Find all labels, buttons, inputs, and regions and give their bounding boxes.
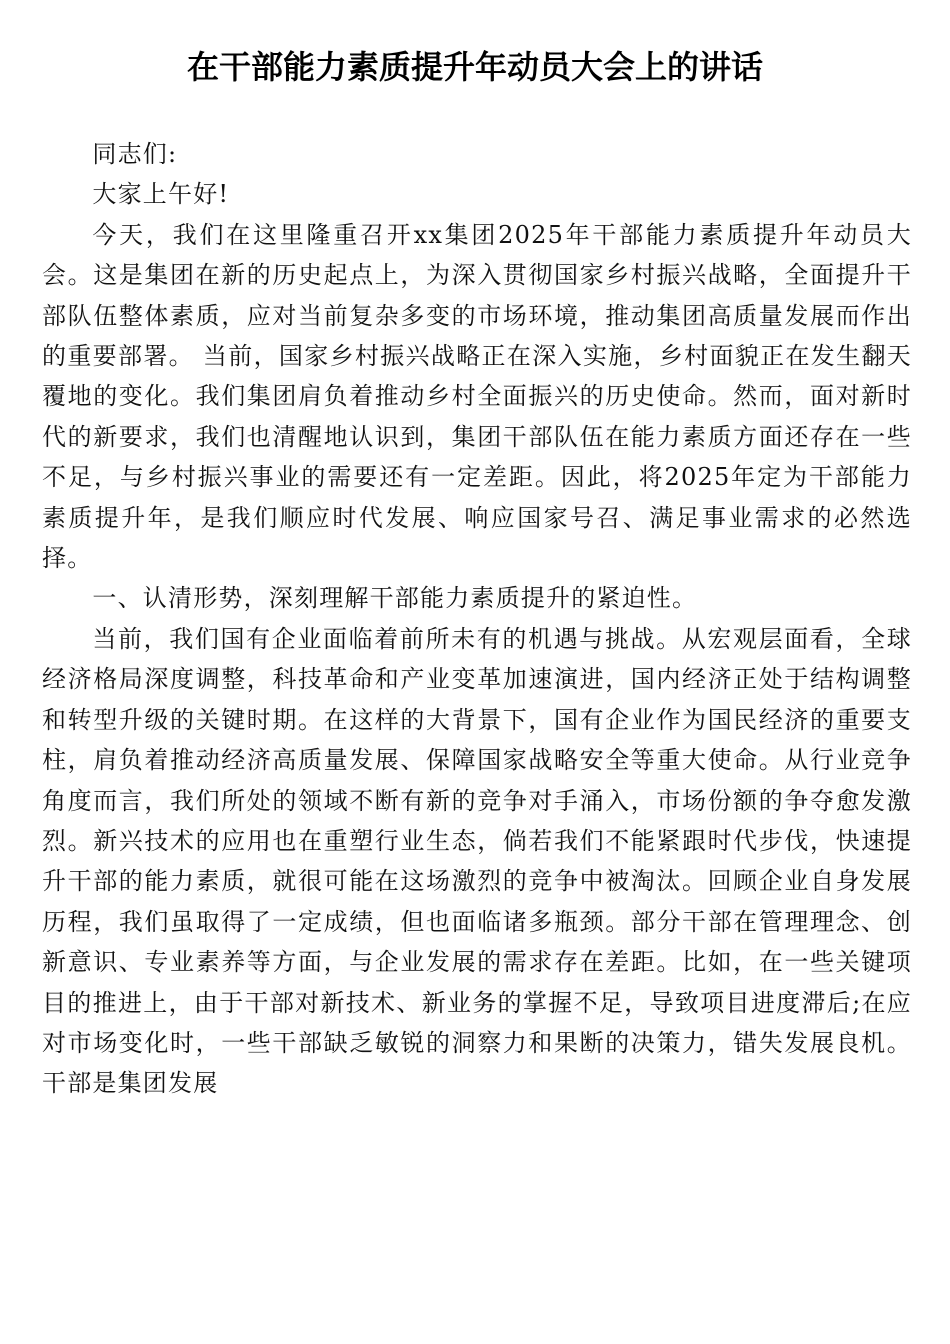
paragraph-opening: 今天，我们在这里隆重召开xx集团2025年干部能力素质提升年动员大会。这是集团在新的历史起点上，为深入贯彻国家乡村振兴战略，全面提升干部队伍整体素质，应对当前复杂多变的市场环境，推动集团高质量发展而作出的重要部署。 当前，国家乡村振兴战略正在深入实施，乡村面貌正在发生翻天覆地的变化。我们集团肩负着推动乡村全面振兴的历史使命。然而，面对新时代的新要求，我们也清醒地认识到，集团干部队伍在能力素质方面还存在一些不足，与乡村振兴事业的需要还有一定差距。因此，将2025年定为干部能力素质提升年，是我们顺应时代发展、响应国家号召、满足事业需求的必然选择。 [42,220,912,573]
paragraph-situation: 当前，我们国有企业面临着前所未有的机遇与挑战。从宏观层面看，全球经济格局深度调整，科技革命和产业变革加速演进，国内经济正处于结构调整和转型升级的关键时期。在这样的大背景下，国有企业作为国民经济的重要支柱，肩负着推动经济高质量发展、保障国家战略安全等重大使命。从行业竞争角度而言，我们所处的领域不断有新的竞争对手涌入，市场份额的争夺愈发激烈。新兴技术的应用也在重塑行业生态，倘若我们不能紧跟时代步伐，快速提升干部的能力素质，就很可能在这场激烈的竞争中被淘汰。回顾企业自身发展历程，我们虽取得了一定成绩，但也面临诸多瓶颈。部分干部在管理理念、创新意识、专业素养等方面，与企业发展的需求存在差距。比如，在一些关键项目的推进上，由于干部对新技术、新业务的掌握不足，导致项目进度滞后;在应对市场变化时，一些干部缺乏敏锐的洞察力和果断的决策力，错失发展良机。干部是集团发展 [42,624,912,1098]
salutation: 同志们: [92,140,178,168]
section-heading-1: 一、认清形势，深刻理解干部能力素质提升的紧迫性。 [92,584,698,613]
greeting: 大家上午好! [92,180,230,209]
document-body [42,134,912,1104]
document-title: 在干部能力素质提升年动员大会上的讲话 [186,48,763,86]
